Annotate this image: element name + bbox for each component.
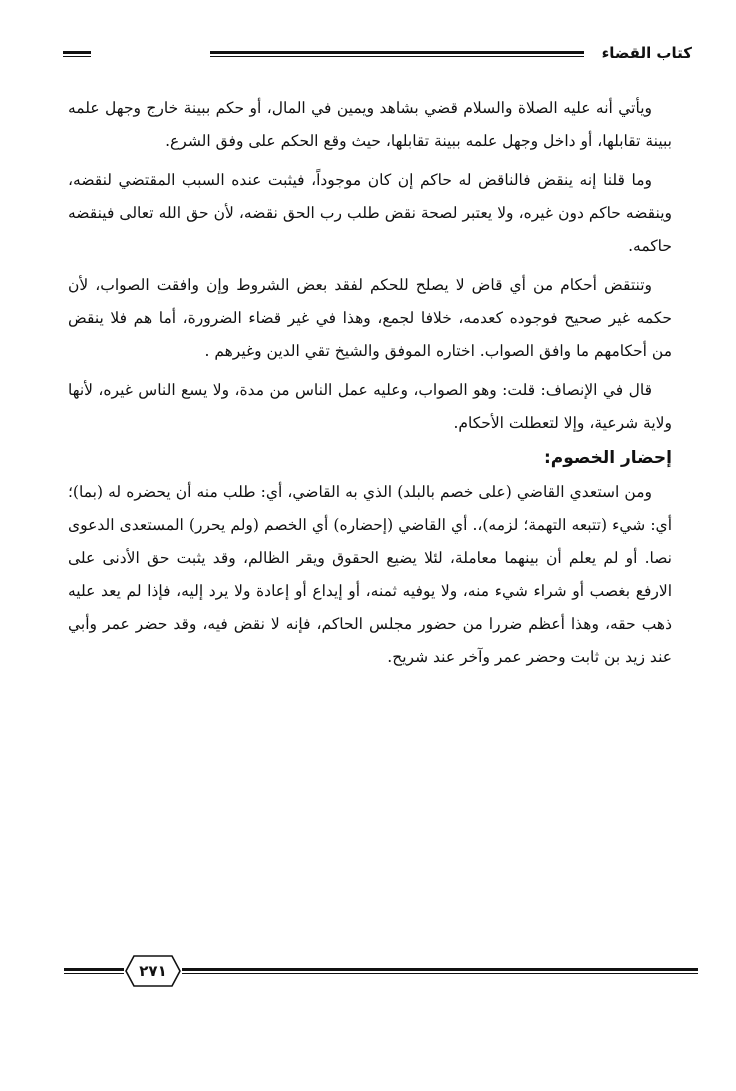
paragraph-2: وما قلنا إنه ينقض فالناقض له حاكم إن كان موجوداً، فيثبت عنده السبب المقتضي لنقضه، وينقضه حاكم دون غيره، ولا يعتبر لصحة نقض طلب رب الحق نقضه، لأن حق الله تعالى فينقضه حاكمه. — [68, 171, 672, 255]
paragraph-4: قال في الإنصاف: قلت: وهو الصواب، وعليه عمل الناس من مدة، ولا يسع الناس غيره، لأنها ولاية شرعية، وإلا لتعطلت الأحكام. — [68, 381, 672, 432]
running-header — [62, 42, 698, 66]
page-body — [68, 92, 672, 674]
footer-rule-right — [182, 968, 698, 974]
section-paragraph: ومن استعدي القاضي (على خصم بالبلد) الذي به القاضي، أي: طلب منه أن يحضره له (بما)؛ أي: شيء (تتبعه التهمة؛ لزمه)،. أي القاضي (إحضاره) أي الخصم (ولم يحرر) المستعدى الدعوى نصا. أو لم يعلم أن بينهما معاملة، لئلا يضيع الحقوق ويقر الظالم، وقد يثبت حق الأدنى على الارفع بغصب أو شراء شيء منه، ولا يوفيه ثمنه، أو إيداع أو إعادة ولا يرد إليه، فإذا لم يعد عليه ذهب حقه، وهذا أعظم ضررا من حضور مجلس الحاكم، فإنه لا نقض فيه، وقد حضر عمر وأبي عند زيد بن ثابت وحضر عمر وآخر عند شريح. — [68, 483, 672, 666]
paragraph-1: ويأتي أنه عليه الصلاة والسلام قضي بشاهد ويمين في المال، أو حكم ببينة خارج وجهل علمه ببينة تقابلها، أو داخل وجهل علمه ببينة تقابلها، حيث وقع الحكم على وفق الشرع. — [68, 99, 672, 150]
paragraph-3: وتنتقض أحكام من أي قاض لا يصلح للحكم لفقد بعض الشروط وإن وافقت الصواب، لأن حكمه غير صحيح فوجوده كعدمه، خلافا لجمع، وهذا في غير قضاء الضرورة، أما هم فلا ينقض من أحكامهم ما وافق الصواب. اختاره الموفق والشيخ تقي الدين وغيرهم . — [68, 276, 672, 360]
header-title: كتاب القضاء — [601, 44, 692, 62]
header-rule-left — [63, 51, 91, 57]
page-footer — [64, 954, 698, 994]
page-number-frame — [124, 954, 182, 988]
section-heading: إحضار الخصوم: — [543, 448, 672, 468]
footer-rule-left — [64, 968, 124, 974]
header-rule — [210, 51, 584, 57]
page-number: ٢٧١ — [139, 962, 167, 980]
